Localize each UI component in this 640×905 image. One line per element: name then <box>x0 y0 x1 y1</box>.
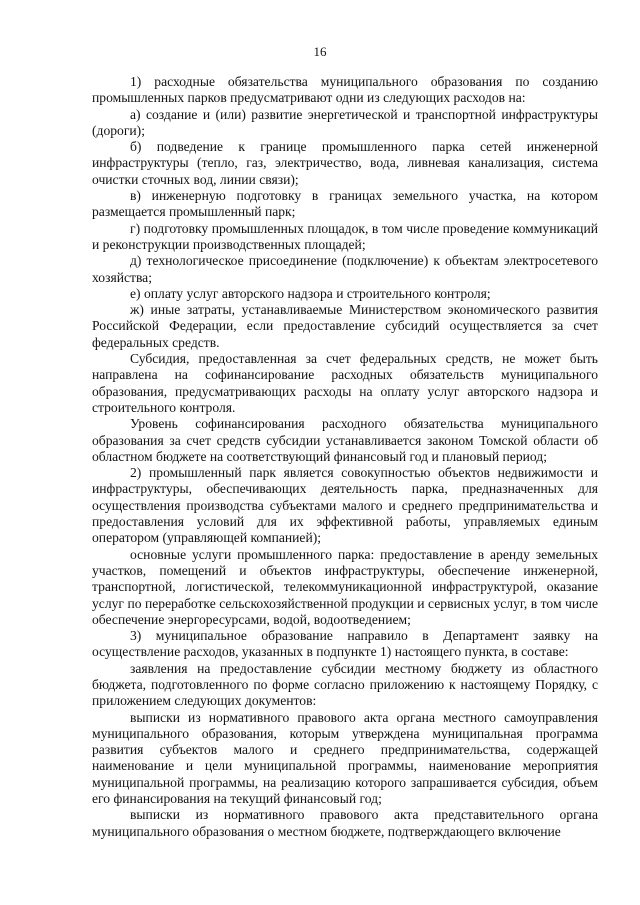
paragraph-item-zh: ж) иные затраты, устанавливаемые Министерством экономического развития Российской Федерации, если предоставление субсидий осуществляется за счет федеральных средств. <box>92 302 598 350</box>
paragraph-cofinancing-level: Уровень софинансирования расходного обязательства муниципального образования за счет средств субсидии устанавливается законом Томской области об областном бюджете на соответствующий финансовый год и плановый период; <box>92 416 598 464</box>
paragraph-item-a: а) создание и (или) развитие энергетической и транспортной инфраструктуры (дороги); <box>92 106 598 138</box>
paragraph-item-v: в) инженерную подготовку в границах земельного участка, на котором размещается промышленный парк; <box>92 188 598 220</box>
paragraph-subsidy-federal: Субсидия, предоставленная за счет федеральных средств, не может быть направлена на софинансирование расходных обязательств муниципального образования, предусматривающих расходы на оплату услуг авторского надзора и строительного контроля. <box>92 351 598 415</box>
paragraph-extract-budget: выписки из нормативного правового акта представительного органа муниципального образования о местном бюджете, подтверждающего включение <box>92 807 598 839</box>
paragraph-item-d: д) технологическое присоединение (подключение) к объектам электросетевого хозяйства; <box>92 253 598 285</box>
paragraph-item-b: б) подведение к границе промышленного парка сетей инженерной инфраструктуры (тепло, газ, электричество, вода, ливневая канализация, система очистки сточных вод, линии связи); <box>92 139 598 187</box>
paragraph-item-e: е) оплату услуг авторского надзора и строительного контроля; <box>130 285 491 301</box>
paragraph-1-intro: 1) расходные обязательства муниципального образования по созданию промышленных парков предусматривают одни из следующих расходов на: <box>92 74 598 106</box>
paragraph-extract-program: выписки из нормативного правового акта органа местного самоуправления муниципального образования, которым утверждена муниципальная программа развития субъектов малого и среднего предпринимательства, содержащей наименование и цели муниципальной программы, наименование мероприятия муниципальной программы, на реализацию которого запрашивается субсидия, объем его финансирования на текущий финансовый год; <box>92 709 598 807</box>
paragraph-park-services: основные услуги промышленного парка: предоставление в аренду земельных участков, помещений и объектов инфраструктуры, обеспечение инженерной, транспортной, логистической, телекоммуникационной инфраструктурой, оказание услуг по переработке сельскохозяйственной продукции и сервисных услуг, в том числе обеспечение энергоресурсами, водой, водоотведением; <box>92 546 598 627</box>
paragraph-2-industrial-park: 2) промышленный парк является совокупностью объектов недвижимости и инфраструктуры, обеспечивающих деятельность парка, предназначенных для осуществления производства субъектами малого и среднего предпринимательства и предоставления условий для их эффективной работы, управляемых единым оператором (управляющей компанией); <box>92 465 598 546</box>
document-body <box>92 74 598 840</box>
paragraph-application-statement: заявления на предоставление субсидии местному бюджету из областного бюджета, подготовленного по форме согласно приложению к настоящему Порядку, с приложением следующих документов: <box>92 660 598 709</box>
paragraph-3-application: 3) муниципальное образование направило в Департамент заявку на осуществление расходов, указанных в подпункте 1) настоящего пункта, в составе: <box>92 628 598 660</box>
paragraph-item-g: г) подготовку промышленных площадок, в том числе проведение коммуникаций и реконструкции производственных площадей; <box>92 220 598 252</box>
page-number: 16 <box>313 44 327 59</box>
